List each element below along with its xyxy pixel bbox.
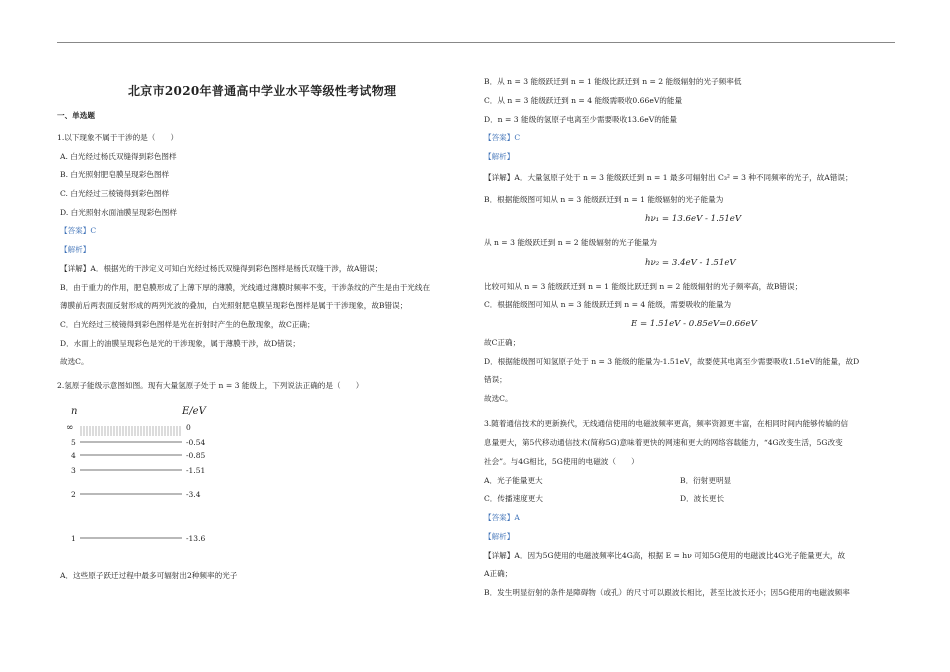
q3-stem-2: 息量更大，第5代移动通信技术(简称5G)意味着更快的网速和更大的网络容载能力，“4G改变生活，5G改变 xyxy=(484,438,843,447)
q1-analysis-label: 【解析】 xyxy=(60,245,91,254)
level-energy-label: -0.85 xyxy=(186,451,206,460)
q1-detail-2: B．由于重力的作用，肥皂膜形成了上薄下厚的薄膜，光线通过薄膜时频率不变，干涉条纹的产生是由于光线在 xyxy=(60,283,431,292)
level-energy-label: -3.4 xyxy=(186,490,201,499)
equation-1: hν₁ = 13.6eV - 1.51eV xyxy=(645,214,742,224)
q1-detail-1: 【详解】A．根据光的干涉定义可知白光经过杨氏双缝得到彩色图样是杨氏双缝干涉，故A错误； xyxy=(60,264,383,273)
q2-detail-3: 从 n = 3 能级跃迁到 n = 2 能级辐射的光子能量为 xyxy=(484,238,657,247)
level-n-label: 2 xyxy=(71,490,76,499)
q1-detail-4: C．白光经过三棱镜得到彩色图样是光在折射时产生的色散现象，故C正确； xyxy=(60,320,315,329)
q1-answer: 【答案】C xyxy=(60,226,97,235)
q2-detail-4: 比较可知从 n = 3 能级跃迁到 n = 1 能级比跃迁到 n = 2 能级辐射的光子频率高，故B错误； xyxy=(484,282,803,291)
q3-stem-1: 3.随着通信技术的更新换代，无线通信使用的电磁波频率更高，频率资源更丰富，在相同时间内能够传输的信 xyxy=(484,419,849,428)
q2-answer: 【答案】C xyxy=(484,133,521,142)
q3-analysis-label: 【解析】 xyxy=(484,532,515,541)
level-n-label: 1 xyxy=(71,534,76,543)
equation-3: E = 1.51eV - 0.85eV=0.66eV xyxy=(631,319,757,329)
level-n-label: 4 xyxy=(71,451,76,460)
diagram-n-label: n xyxy=(71,406,78,417)
q2-option-a: A．这些原子跃迁过程中最多可辐射出2种频率的光子 xyxy=(60,571,238,580)
equation-2: hν₂ = 3.4eV - 1.51eV xyxy=(645,258,736,268)
q2-detail-9: 故选C。 xyxy=(484,394,513,403)
q1-option-d: D. 白光照射水面油膜呈现彩色图样 xyxy=(60,208,177,217)
level-energy-label: -1.51 xyxy=(186,466,206,475)
q3-detail-2: A正确； xyxy=(484,569,513,578)
energy-level-diagram xyxy=(60,400,230,550)
diagram-energy-label: E/eV xyxy=(182,406,206,417)
q3-option-c: C．传播速度更大 xyxy=(484,494,543,503)
q3-option-d: D．波长更长 xyxy=(680,494,725,503)
q2-stem: 2.氢原子能级示意图如图。现有大量氢原子处于 n = 3 能级上，下列说法正确的是（ ） xyxy=(57,381,364,390)
q1-detail-5: D．水面上的油膜呈现彩色是光的干涉现象，属于薄膜干涉，故D错误； xyxy=(60,339,300,348)
q3-option-b: B．衍射更明显 xyxy=(680,476,732,485)
q2-detail-5: C．根据能级图可知从 n = 3 能级跃迁到 n = 4 能级，需要吸收的能量为 xyxy=(484,300,732,309)
q2-detail-6: 故C正确； xyxy=(484,338,521,347)
section-heading: 一、单选题 xyxy=(57,111,95,120)
header-rule xyxy=(57,42,895,43)
q1-option-b: B. 白光照射肥皂膜呈现彩色图样 xyxy=(60,170,170,179)
q1-stem: 1.以下现象不属于干涉的是（ ） xyxy=(57,133,179,142)
q2-detail-7: D．根据能级图可知氢原子处于 n = 3 能级的能量为-1.51eV，故要使其电离至少需要吸收1.51eV的能量，故D xyxy=(484,357,860,366)
q2-option-c: C．从 n = 3 能级跃迁到 n = 4 能级需吸收0.66eV的能量 xyxy=(484,96,683,105)
level-n-label: 3 xyxy=(71,466,76,475)
q2-detail-1: 【详解】A．大量氢原子处于 n = 3 能级跃迁到 n = 1 最多可辐射出 C₃² = 3 种不同频率的光子，故A错误； xyxy=(484,173,853,182)
q2-option-d: D．n = 3 能级的氢原子电离至少需要吸收13.6eV的能量 xyxy=(484,115,677,124)
page-title: 北京市2020年普通高中学业水平等级性考试物理 xyxy=(128,84,397,98)
q3-option-a: A．光子能量更大 xyxy=(484,476,543,485)
q2-detail-8: 错误； xyxy=(484,375,507,384)
q3-detail-3: B．发生明显衍射的条件是障碍物（或孔）的尺寸可以跟波长相比，甚至比波长还小；因5G使用的电磁波频率 xyxy=(484,588,850,597)
q2-detail-2: B．根据能级图可知从 n = 3 能级跃迁到 n = 1 能级辐射的光子能量为 xyxy=(484,195,724,204)
q1-option-a: A. 白光经过杨氏双缝得到彩色图样 xyxy=(60,152,177,161)
level-energy-label: 0 xyxy=(186,423,191,432)
level-energy-label: -0.54 xyxy=(186,438,206,447)
q1-option-c: C. 白光经过三棱镜得到彩色图样 xyxy=(60,189,170,198)
level-n-label: ∞ xyxy=(66,423,74,433)
q1-detail-3: 薄膜前后两表面反射形成的两列光波的叠加，白光照射肥皂膜呈现彩色图样是属于干涉现象，故B错误； xyxy=(60,301,408,310)
q2-analysis-label: 【解析】 xyxy=(484,152,515,161)
q2-option-b: B．从 n = 3 能级跃迁到 n = 1 能级比跃迁到 n = 2 能级辐射的光子频率低 xyxy=(484,77,742,86)
level-energy-label: -13.6 xyxy=(186,534,206,543)
level-n-label: 5 xyxy=(71,438,76,447)
q3-stem-3: 社会”。与4G相比，5G使用的电磁波（ ） xyxy=(484,457,639,466)
q1-detail-6: 故选C。 xyxy=(60,357,89,366)
q3-detail-1: 【详解】A．因为5G使用的电磁波频率比4G高，根据 E = hν 可知5G使用的电磁波比4G光子能量更大，故 xyxy=(484,551,846,560)
q3-answer: 【答案】A xyxy=(484,513,520,522)
